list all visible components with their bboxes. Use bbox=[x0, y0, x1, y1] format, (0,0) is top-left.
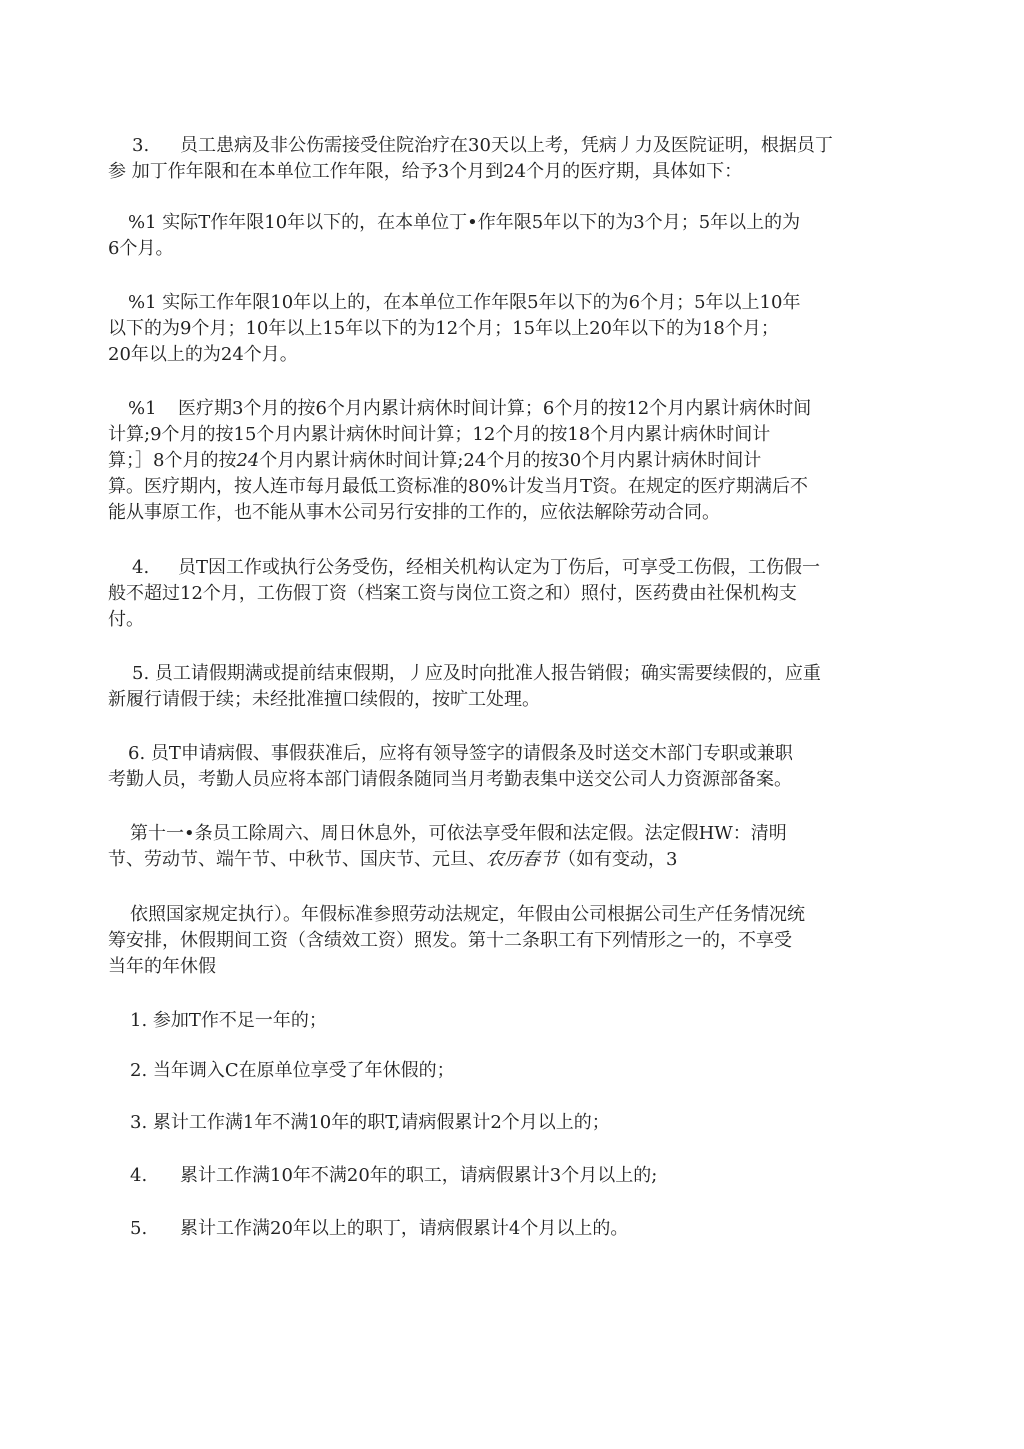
paragraph-line: 累计工作满10年不满20年的职工，请病假累计3个月以上的; bbox=[180, 1165, 658, 1186]
paragraph-line: 6个月。 bbox=[108, 238, 174, 259]
paragraph-article-11 bbox=[108, 821, 908, 873]
item-number: 5. bbox=[130, 1218, 148, 1239]
paragraph-line: 节、劳动节、端午节、中秋节、国庆节、元旦、 bbox=[108, 849, 486, 870]
paragraph-line: %1 实际工作年限10年以上的，在本单位工作年限5年以下的为6个月；5年以上10年 bbox=[128, 292, 801, 313]
paragraph-line: 新履行请假于续；未经批准擅口续假的，按旷工处理。 bbox=[108, 689, 540, 710]
paragraph-line: 算；］8个月的按 bbox=[108, 450, 237, 471]
paragraph-line: 3. 累计工作满1年不满10年的职T,请病假累计2个月以上的； bbox=[130, 1112, 610, 1133]
paragraph-line: 般不超过12个月，工伤假丁资（档案工资与岗位工资之和）照付，医药费由社保机构支 bbox=[108, 583, 797, 604]
paragraph-leave-end-report bbox=[108, 661, 908, 713]
paragraph-work-injury-leave bbox=[108, 555, 908, 633]
paragraph-line: （如有变动，3 bbox=[558, 849, 678, 870]
list-item bbox=[108, 1216, 908, 1242]
paragraph-line: 算。医疗期内，按人连市每月最低工资标准的80%计发当月T资。在规定的医疗期满后不 bbox=[108, 476, 809, 497]
paragraph-line: 5. 员工请假期满或提前结束假期，丿应及时向批准人报告销假；确实需要续假的，应重 bbox=[132, 663, 821, 684]
item-number: 4. bbox=[132, 557, 150, 578]
paragraph-annual-leave-standard bbox=[108, 902, 908, 980]
italic-number: 24 bbox=[236, 450, 260, 471]
paragraph-medical-period-calculation bbox=[108, 396, 908, 526]
paragraph-line: 1. 参加T作不足一年的； bbox=[130, 1010, 327, 1031]
italic-holiday: 农历春节 bbox=[486, 849, 558, 870]
paragraph-line: 以下的为9个月；10年以上15年以下的为12个月；15年以上20年以下的为18个月； bbox=[108, 318, 779, 339]
paragraph-line: 能从事原工作，也不能从事木公司另行安排的工作的，应依法解除劳动合同。 bbox=[108, 502, 720, 523]
paragraph-line: 6. 员T申请病假、事假获准后，应将有领导签字的请假条及时送交木部门专职或兼职 bbox=[128, 743, 793, 764]
item-number: %1 bbox=[128, 398, 157, 419]
paragraph-line: 医疗期3个月的按6个月内累计病休时间计算；6个月的按12个月内累计病休时间 bbox=[178, 398, 812, 419]
item-number: 3. bbox=[132, 135, 150, 156]
paragraph-line: 考勤人员，考勤人员应将本部门请假条随同当月考勤表集中送交公司人力资源部备案。 bbox=[108, 769, 792, 790]
paragraph-line: 第十一•条员工除周六、周日休息外，可依法享受年假和法定假。法定假HW：清明 bbox=[130, 823, 787, 844]
paragraph-line: 计算;9个月的按15个月内累计病休时间计算；12个月的按18个月内累计病休时间计 bbox=[108, 424, 771, 445]
paragraph-line: 员T因工作或执行公务受伤，经相关机构认定为丁伤后，可享受工伤假，工伤假一 bbox=[178, 557, 821, 578]
paragraph-line: 员工患病及非公伤需接受住院治疗在30天以上考，凭病丿力及医院证明，根据员丁 bbox=[180, 135, 833, 156]
paragraph-leave-note-submission bbox=[108, 741, 908, 793]
list-item bbox=[108, 1058, 908, 1084]
list-item bbox=[108, 1008, 908, 1034]
paragraph-line: 参 加丁作年限和在本单位工作年限，给予3个月到24个月的医疗期，具体如下： bbox=[108, 161, 743, 182]
list-item bbox=[108, 1163, 908, 1189]
paragraph-over-10-years bbox=[108, 290, 908, 368]
paragraph-line: 20年以上的为24个月。 bbox=[108, 344, 298, 365]
paragraph-line: 2. 当年调入C在原单位享受了年休假的； bbox=[130, 1060, 455, 1081]
list-item bbox=[108, 1110, 908, 1136]
paragraph-line: 筹安排，休假期间工资（含绩效工资）照发。第十二条职工有下列情形之一的，不享受 bbox=[108, 930, 792, 951]
paragraph-line: 付。 bbox=[108, 609, 144, 630]
paragraph-line: 累计工作满20年以上的职丁，请病假累计4个月以上的。 bbox=[180, 1218, 629, 1239]
paragraph-line: 依照国家规定执行）。年假标准参照劳动法规定，年假由公司根据公司生产任务情况统 bbox=[130, 904, 805, 925]
paragraph-line: 个月内累计病休时间计算;24个月的按30个月内累计病休时间计 bbox=[259, 450, 762, 471]
paragraph-under-10-years bbox=[108, 210, 908, 262]
paragraph-line: %1 实际T作年限10年以下的，在本单位丁•作年限5年以下的为3个月；5年以上的为 bbox=[128, 212, 801, 233]
paragraph-line: 当年的年休假 bbox=[108, 956, 216, 977]
paragraph-medical-period-intro bbox=[108, 133, 908, 185]
item-number: 4. bbox=[130, 1165, 148, 1186]
